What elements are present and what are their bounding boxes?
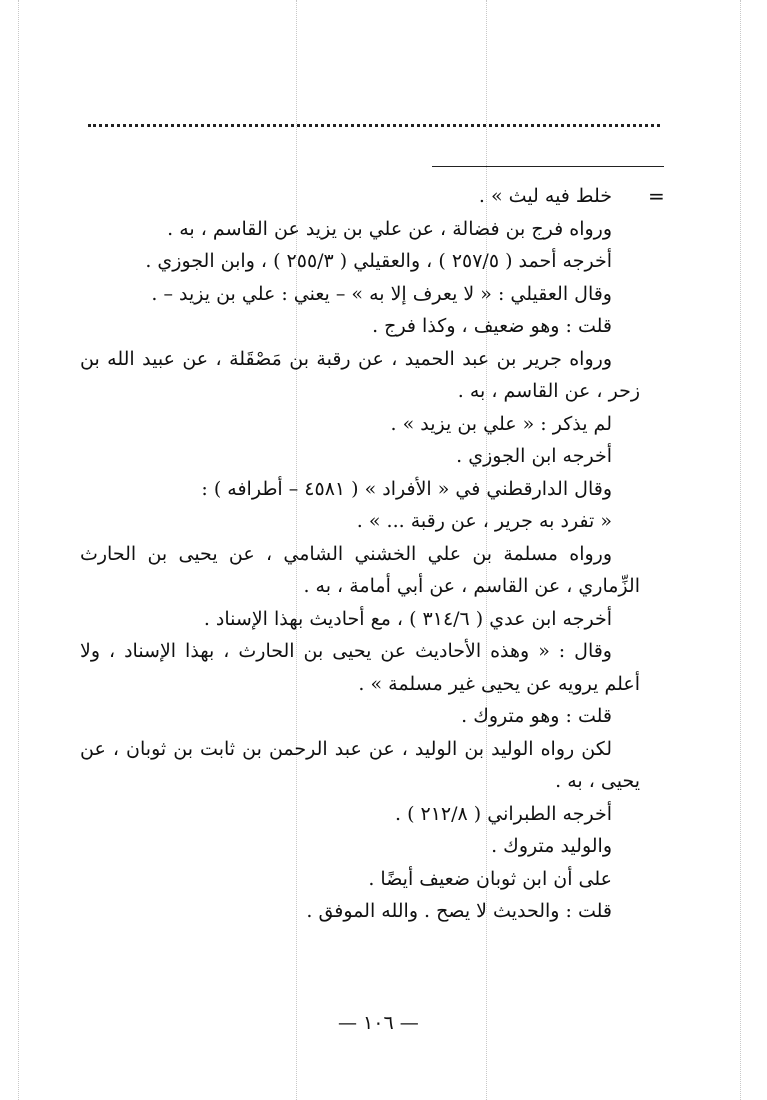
text-line: الزِّماري ، عن القاسم ، عن أبي أمامة ، به .	[303, 575, 640, 597]
text-line: قلت : وهو ضعيف ، وكذا فرج .	[372, 315, 612, 337]
text-line: ورواه جرير بن عبد الحميد ، عن رقبة بن مَصْقَلة ، عن عبيد الله بن	[80, 347, 612, 370]
text-line: أخرجه الطبراني ( ٢١٢/٨ ) .	[394, 802, 612, 825]
text-line: أخرجه ابن الجوزي .	[456, 445, 612, 467]
text-line: قلت : والحديث لا يصح . والله الموفق .	[306, 900, 612, 922]
text-line: ورواه مسلمة بن علي الخشني الشامي ، عن يحيى بن الحارث	[80, 542, 612, 565]
footnote-text	[80, 180, 640, 928]
dotted-separator	[88, 124, 660, 127]
scan-artifact-line	[740, 0, 741, 1100]
text-line: وقال الدارقطني في « الأفراد » ( ٤٥٨١ – أطرافه ) :	[201, 477, 612, 500]
text-line: ورواه فرج بن فضالة ، عن علي بن يزيد عن القاسم ، به .	[167, 217, 612, 240]
text-line: أعلم يرويه عن يحيى غير مسلمة » .	[358, 672, 640, 695]
text-line: وقال العقيلي : « لا يعرف إلا به » – يعني : علي بن يزيد – .	[151, 282, 612, 305]
text-line: قلت : وهو متروك .	[461, 705, 612, 727]
scan-artifact-line	[18, 0, 19, 1100]
text-line: أخرجه ابن عدي ( ٣١٤/٦ ) ، مع أحاديث بهذا الإسناد .	[203, 607, 612, 630]
text-line: لكن رواه الوليد بن الوليد ، عن عبد الرحمن بن ثابت بن ثوبان ، عن	[80, 737, 612, 760]
text-line: زحر ، عن القاسم ، به .	[457, 380, 640, 402]
text-line: وقال : « وهذه الأحاديث عن يحيى بن الحارث ، بهذا الإسناد ، ولا	[80, 640, 612, 662]
text-line: « تفرد به جرير ، عن رقبة ... » .	[356, 510, 612, 532]
text-line: أخرجه أحمد ( ٢٥٧/٥ ) ، والعقيلي ( ٢٥٥/٣ ) ، وابن الجوزي .	[145, 250, 612, 272]
continuation-marker: =	[648, 184, 665, 208]
footnote-rule	[432, 166, 664, 167]
text-line: لم يذكر : « علي بن يزيد » .	[390, 412, 612, 435]
text-line: على أن ابن ثوبان ضعيف أيضًا .	[368, 867, 612, 890]
text-line: خلط فيه ليث » .	[478, 185, 612, 207]
text-line: يحيى ، به .	[555, 770, 640, 792]
page-number: — ١٠٦ —	[338, 1012, 419, 1034]
text-line: والوليد متروك .	[491, 835, 612, 857]
